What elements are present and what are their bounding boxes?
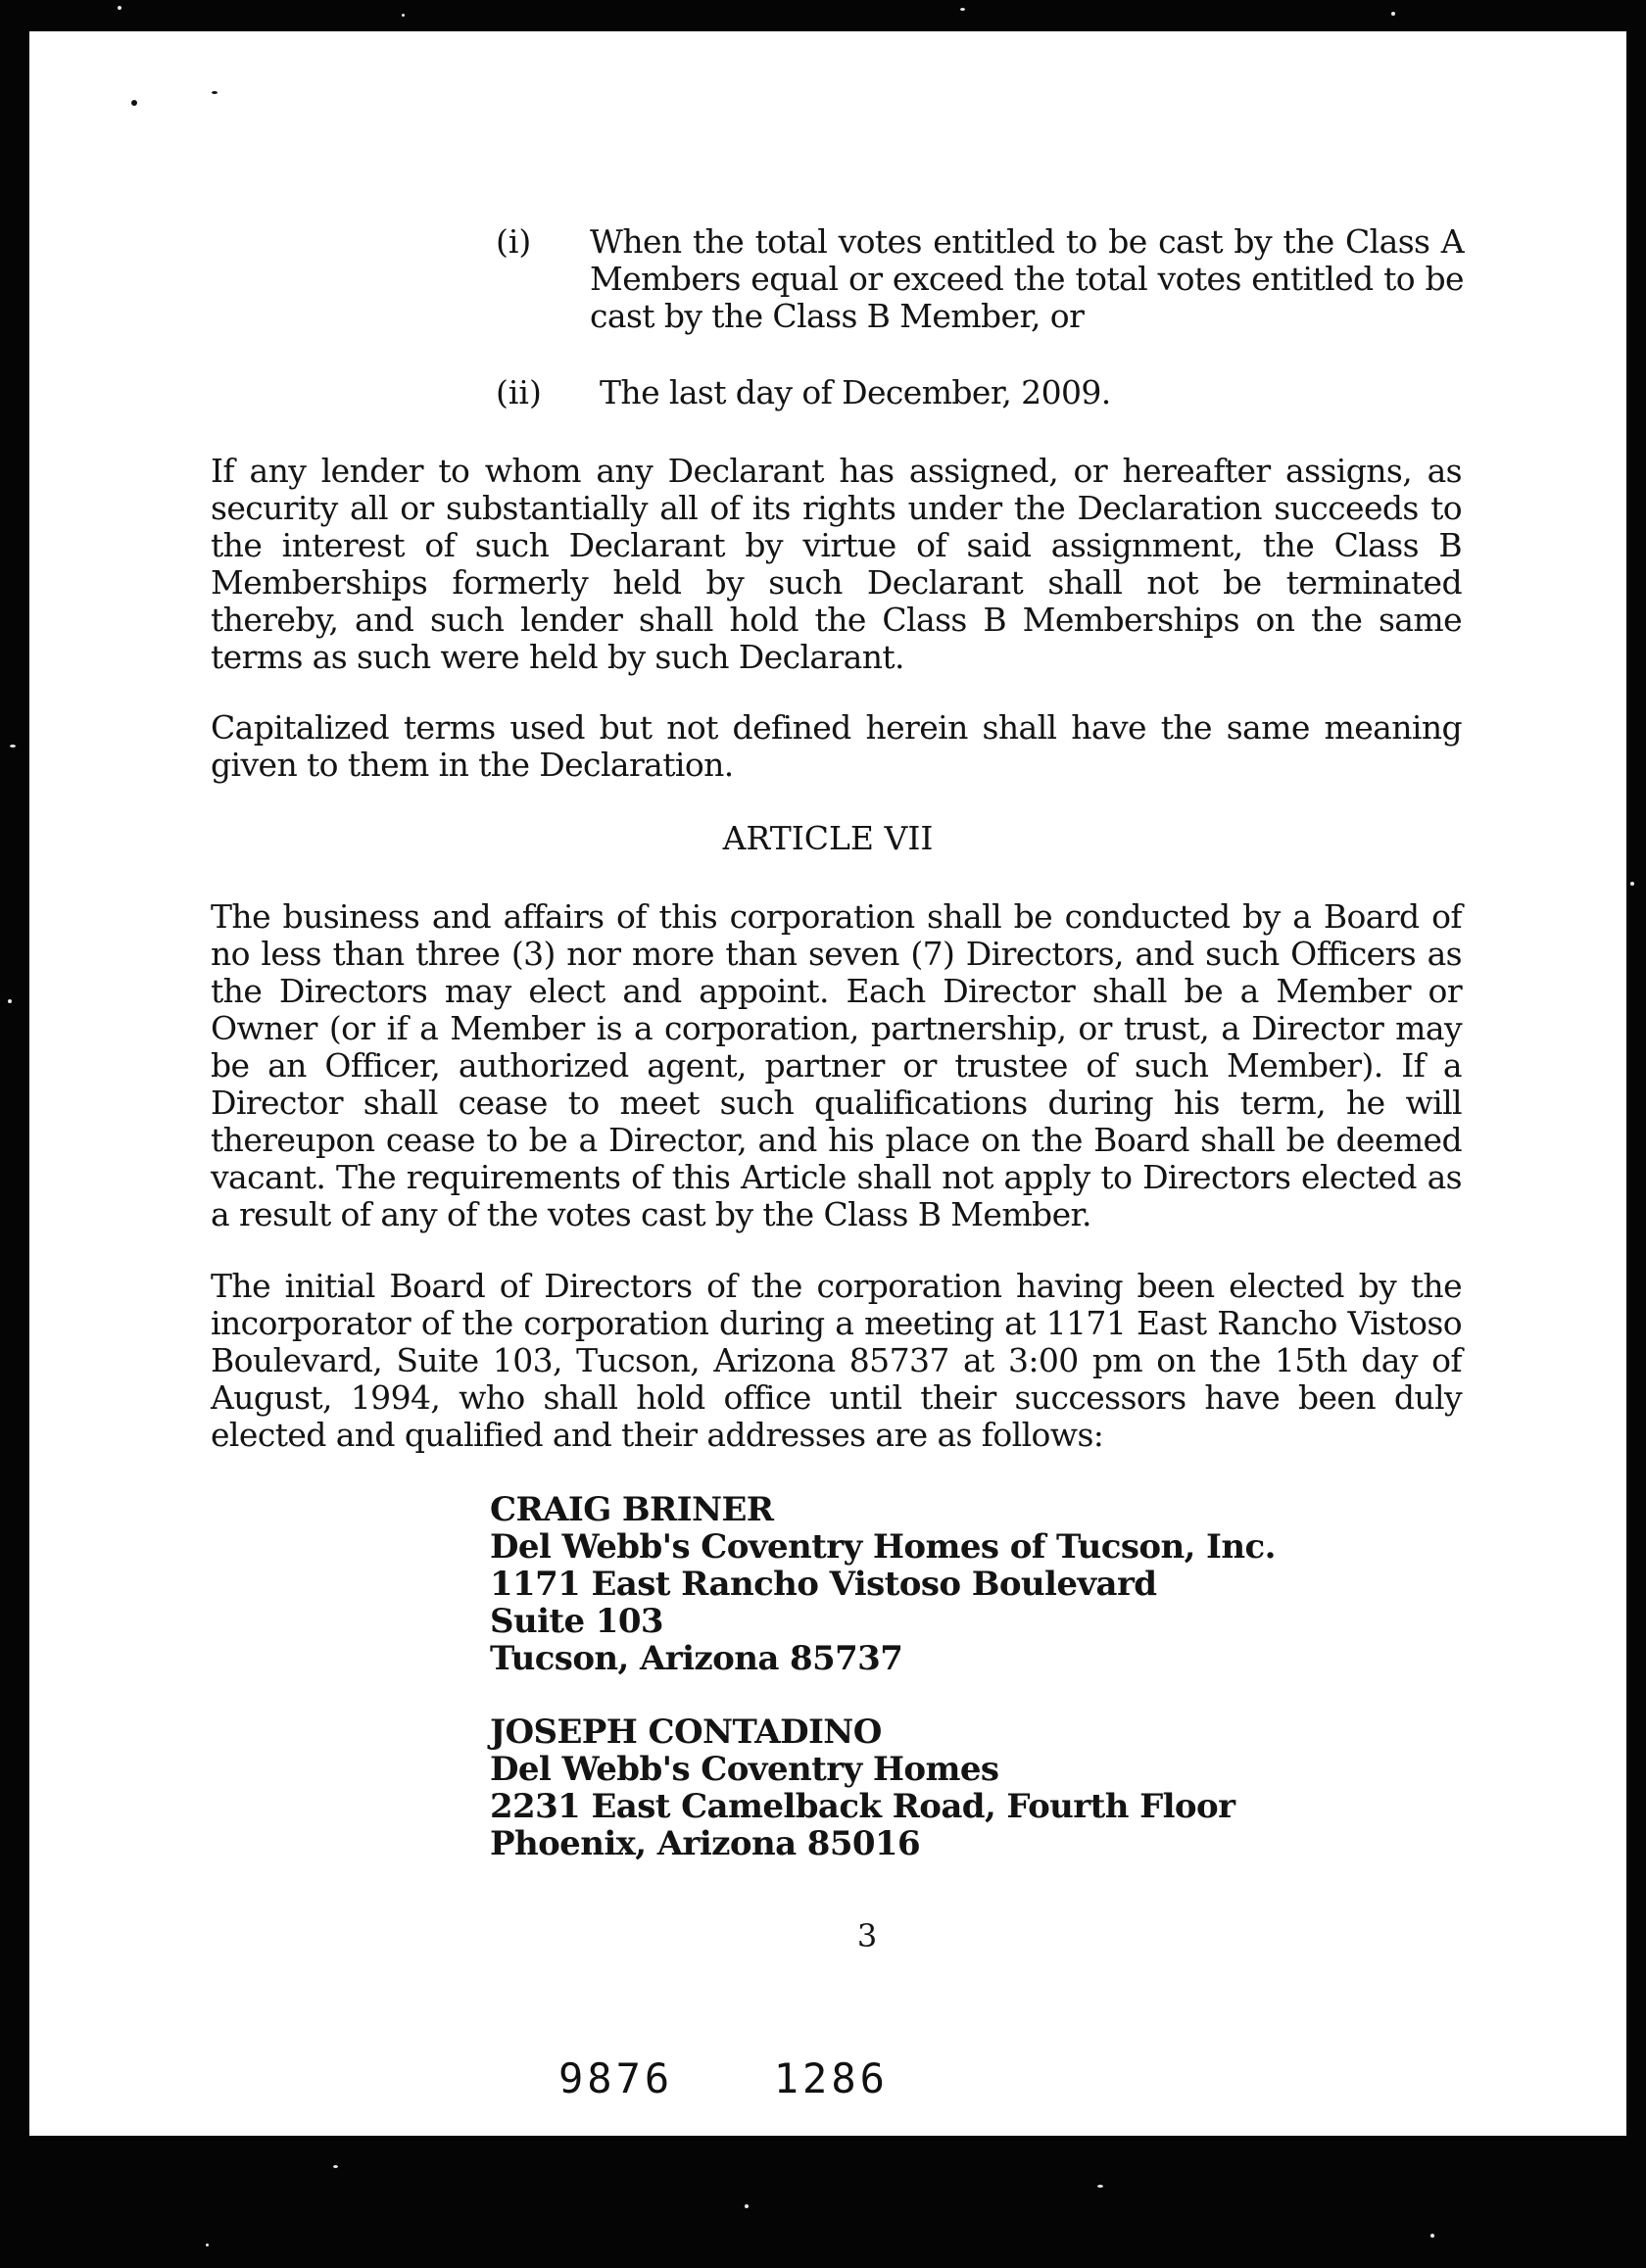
- director-street: 1171 East Rancho Vistoso Boulevard: [490, 1565, 1157, 1604]
- noise-speck: [118, 6, 121, 10]
- list-marker-i: (i): [496, 222, 532, 261]
- director-address-briner: [490, 1491, 1276, 1677]
- document-code-right: 1286: [773, 2054, 889, 2102]
- director-street: 2231 East Camelback Road, Fourth Floor: [490, 1787, 1235, 1826]
- director-company: Del Webb's Coventry Homes of Tucson, Inc.: [490, 1527, 1276, 1567]
- director-city: Tucson, Arizona 85737: [490, 1639, 903, 1678]
- noise-speck: [206, 2244, 209, 2246]
- list-marker-ii: (ii): [496, 373, 542, 411]
- page-number: 3: [856, 1917, 878, 1954]
- list-item-text-ii: The last day of December, 2009.: [600, 373, 1111, 411]
- noise-speck: [212, 91, 218, 94]
- paragraph-initial-board: The initial Board of Directors of the corporation having been elected by the incorporator of the corporation during a meeting at 1171 East Rancho Vistoso Boulevard, Suite 103, Tucson, Arizona 85737 at 3:00 pm on the 15th day of August, 1994, who shall hold office until their successors have been duly elected and qualified and their addresses are as follows:: [211, 1267, 1462, 1454]
- noise-speck: [8, 999, 12, 1003]
- paragraph-board-composition: The business and affairs of this corporation shall be conducted by a Board of no less than three (3) nor more than seven (7) Directors, and such Officers as the Directors may elect and appoint. Each Director shall be a Member or Owner (or if a Member is a corporation, partnership, or trust, a Director may be an Officer, authorized agent, partner or trustee of such Member). If a Director shall cease to meet such qualifications during his term, he will thereupon cease to be a Director, and his place on the Board shall be deemed vacant. The requirements of this Article shall not apply to Directors elected as a result of any of the votes cast by the Class B Member.: [211, 897, 1462, 1233]
- noise-speck: [1097, 2185, 1103, 2188]
- noise-speck: [131, 100, 137, 106]
- noise-speck: [960, 8, 965, 11]
- document-code: [558, 2054, 889, 2102]
- director-company: Del Webb's Coventry Homes: [490, 1750, 999, 1789]
- noise-speck: [1630, 882, 1634, 886]
- noise-speck: [10, 745, 16, 748]
- director-name: JOSEPH CONTADINO: [490, 1713, 882, 1752]
- noise-speck: [333, 2165, 338, 2168]
- document-page: [29, 31, 1626, 2136]
- noise-speck: [745, 2204, 749, 2208]
- list-item-text-i: When the total votes entitled to be cast by the Class A Members equal or exceed the total votes entitled to be cast by the Class B Member, or: [590, 222, 1464, 335]
- director-address-contadino: [490, 1713, 1234, 1862]
- noise-speck: [1391, 12, 1395, 16]
- director-name: CRAIG BRINER: [490, 1490, 774, 1529]
- noise-speck: [402, 14, 405, 17]
- document-code-left: 9876: [558, 2054, 674, 2102]
- paragraph-lender: If any lender to whom any Declarant has assigned, or hereafter assigns, as security all or substantially all of its rights under the Declaration succeeds to the interest of such Declarant by virtue of said assignment, the Class B Memberships formerly held by such Declarant shall not be terminated thereby, and such lender shall hold the Class B Memberships on the same terms as such were held by such Declarant.: [211, 452, 1462, 676]
- noise-speck: [1430, 2234, 1434, 2238]
- director-city: Phoenix, Arizona 85016: [490, 1824, 921, 1863]
- paragraph-capitalized-terms: Capitalized terms used but not defined herein shall have the same meaning given to them in the Declaration.: [211, 708, 1462, 784]
- director-suite: Suite 103: [490, 1602, 663, 1641]
- article-heading: ARTICLE VII: [722, 819, 934, 857]
